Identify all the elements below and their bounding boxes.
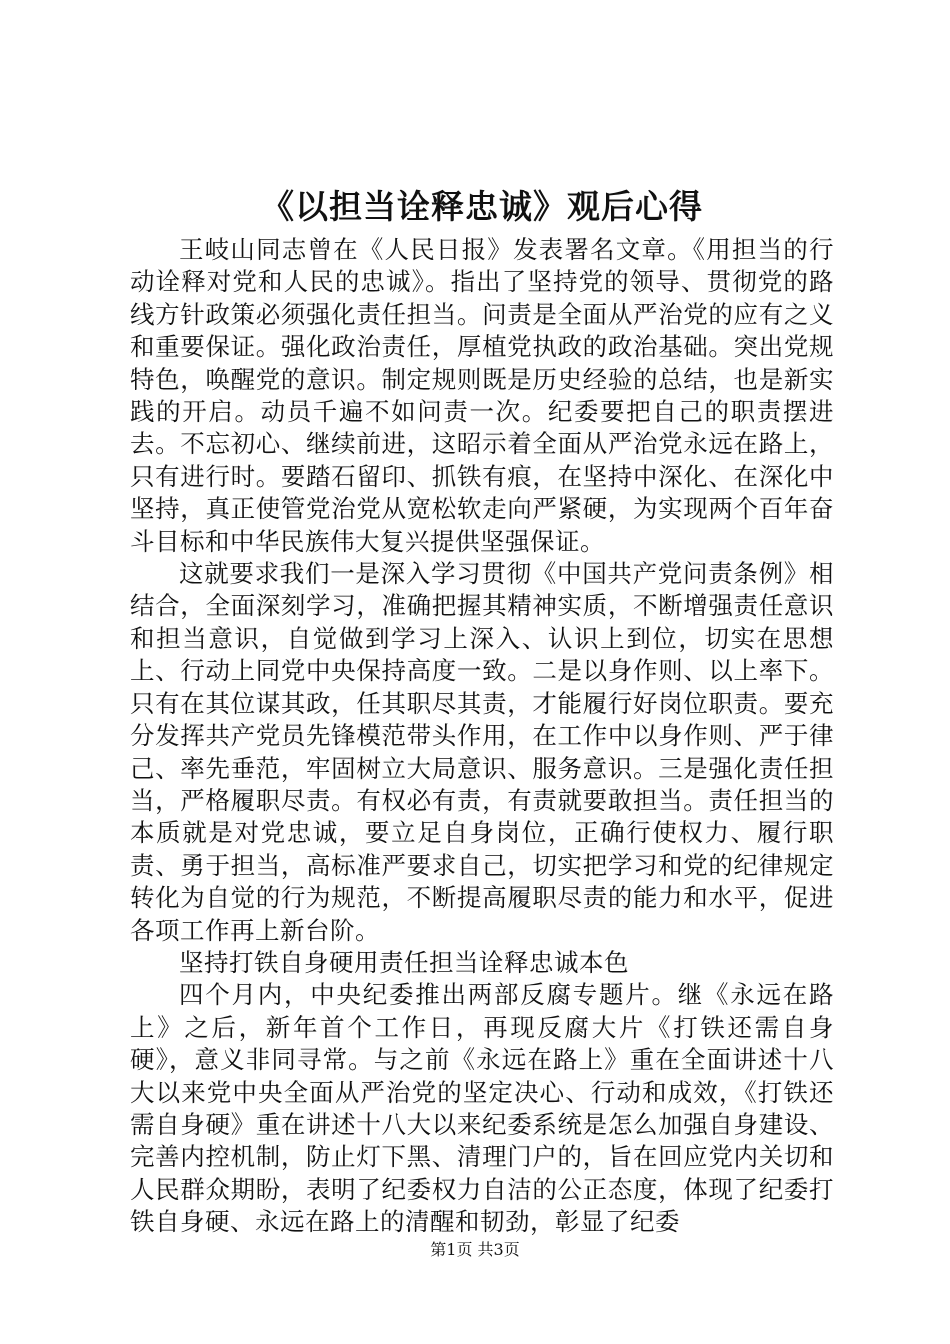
paragraph-3: 四个月内，中央纪委推出两部反腐专题片。继《永远在路上》之后，新年首个工作日，再现反腐大片《打铁还需自身硬》，意义非同寻常。与之前《永远在路上》重在全面讲述十八大以来党中央全面从严治党的坚定决心、行动和成效，《打铁还需自身硬》重在讲述十八大以来纪委系统是怎么加强自身建设、完善内控机制，防止灯下黑、清理门户的，旨在回应党内关切和人民群众期盼，表明了纪委权力自洁的公正态度，体现了纪委打铁自身硬、永远在路上的清醒和韧劲，彰显了纪委 [130,980,834,1237]
document-body [130,234,834,1239]
paragraph-2: 这就要求我们一是深入学习贯彻《中国共产党问责条例》相结合，全面深刻学习，准确把握其精神实质，不断增强责任意识和担当意识，自觉做到学习上深入、认识上到位，切实在思想上、行动上同党中央保持高度一致。二是以身作则、以上率下。只有在其位谋其政，任其职尽其责，才能履行好岗位职责。要充分发挥共产党员先锋模范带头作用，在工作中以身作则、严于律己、率先垂范，牢固树立大局意识、服务意识。三是强化责任担当，严格履职尽责。有权必有责，有责就要敢担当。责任担当的本质就是对党忠诚，要立足自身岗位，正确行使权力、履行职责、勇于担当，高标准严要求自己，切实把学习和党的纪律规定转化为自觉的行为规范，不断提高履职尽责的能力和水平，促进各项工作再上新台阶。 [130,559,834,945]
section-heading: 坚持打铁自身硬用责任担当诠释忠诚本色 [179,947,629,977]
paragraph-1: 王岐山同志曾在《人民日报》发表署名文章。《用担当的行动诠释对党和人民的忠诚》。指出了坚持党的领导、贯彻党的路线方针政策必须强化责任担当。问责是全面从严治党的应有之义和重要保证。强化政治责任，厚植党执政的政治基础。突出党规特色，唤醒党的意识。制定规则既是历史经验的总结，也是新实践的开启。动员千遍不如问责一次。纪委要把自己的职责摆进去。不忘初心、继续前进，这昭示着全面从严治党永远在路上，只有进行时。要踏石留印、抓铁有痕，在坚持中深化、在深化中坚持，真正使管党治党从宽松软走向严紧硬，为实现两个百年奋斗目标和中华民族伟大复兴提供坚强保证。 [130,235,834,556]
page-footer: 第1页 共3页 [430,1240,520,1259]
document-title: 《以担当诠释忠诚》观后心得 [261,187,703,226]
